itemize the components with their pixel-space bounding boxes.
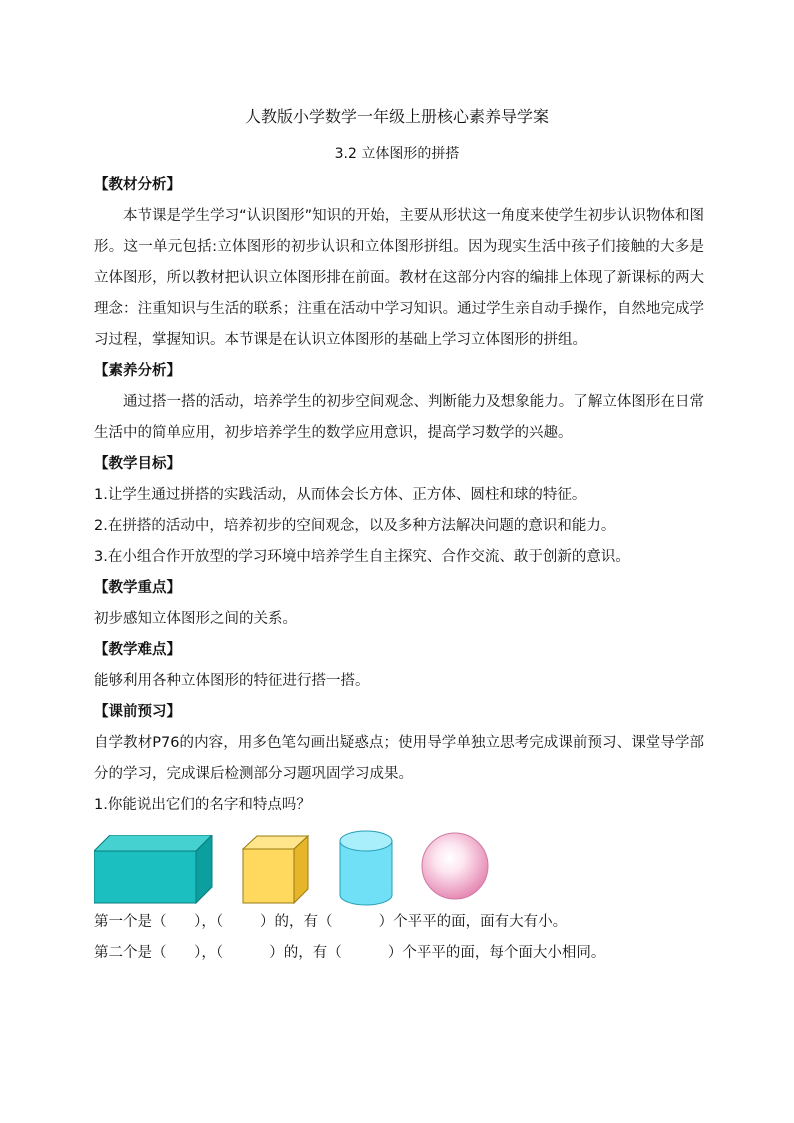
cylinder-shape	[338, 829, 394, 907]
heading-material-analysis: 【教材分析】	[94, 177, 181, 193]
cuboid-top-face	[94, 835, 212, 851]
heading-preview: 【课前预习】	[94, 704, 181, 720]
cube-front-face	[243, 849, 294, 903]
preview-text: 自学教材P76的内容，用多色笔勾画出疑惑点；使用导学单独立思考完成课前预习、课堂导学部分的学习，完成课后检测部分习题巩固学习成果。	[94, 735, 704, 782]
literacy-analysis-text: 通过搭一搭的活动，培养学生的初步空间观念、判断能力及想象能力。了解立体图形在日常生活中的简单应用，初步培养学生的数学应用意识，提高学习数学的兴趣。	[94, 394, 704, 441]
lesson-subtitle: 3.2 立体图形的拼搭	[334, 146, 460, 162]
heading-key-points: 【教学重点】	[94, 580, 181, 596]
cuboid-front-face	[94, 851, 196, 903]
question-1: 1.你能说出它们的名字和特点吗？	[94, 797, 311, 813]
goal-item-3: 3.在小组合作开放型的学习环境中培养学生自主探究、合作交流、敢于创新的意识。	[94, 549, 630, 565]
heading-teaching-goals: 【教学目标】	[94, 456, 181, 472]
key-points-text: 初步感知立体图形之间的关系。	[94, 611, 297, 627]
cuboid-shape	[94, 835, 214, 905]
goal-item-2: 2.在拼搭的活动中，培养初步的空间观念，以及多种方法解决问题的意识和能力。	[94, 518, 616, 534]
cube-shape	[242, 835, 310, 905]
sphere-body	[422, 833, 488, 899]
fill-blank-2: 第二个是（ ），（ ）的，有（ ）个平平的面，每个面大小相同。	[94, 945, 606, 961]
goal-item-1: 1.让学生通过拼搭的实践活动，从而体会长方体、正方体、圆柱和球的特征。	[94, 487, 587, 503]
material-analysis-text: 本节课是学生学习“认识图形”知识的开始，主要从形状这一角度来使学生初步认识物体和图形。这一单元包括:立体图形的初步认识和立体图形拼组。因为现实生活中孩子们接触的大多是立体图形，所以教材把认识立体图形排在前面。教材在这部分内容的编排上体现了新课标的两大理念：注重知识与生活的联系；注重在活动中学习知识。通过学生亲自动手操作，自然地完成学习过程，掌握知识。本节课是在认识立体图形的基础上学习立体图形的拼组。	[94, 208, 704, 348]
sphere-shape	[420, 831, 490, 901]
shapes-figure	[94, 825, 704, 907]
page-title: 人教版小学数学一年级上册核心素养导学案	[244, 107, 549, 126]
heading-difficulties: 【教学难点】	[94, 642, 181, 658]
heading-literacy-analysis: 【素养分析】	[94, 363, 181, 379]
document-body	[94, 170, 704, 969]
cylinder-top-face	[340, 831, 392, 851]
difficulties-text: 能够利用各种立体图形的特征进行搭一搭。	[94, 673, 370, 689]
fill-blank-1: 第一个是（ ），（ ）的，有（ ）个平平的面，面有大有小。	[94, 914, 568, 930]
